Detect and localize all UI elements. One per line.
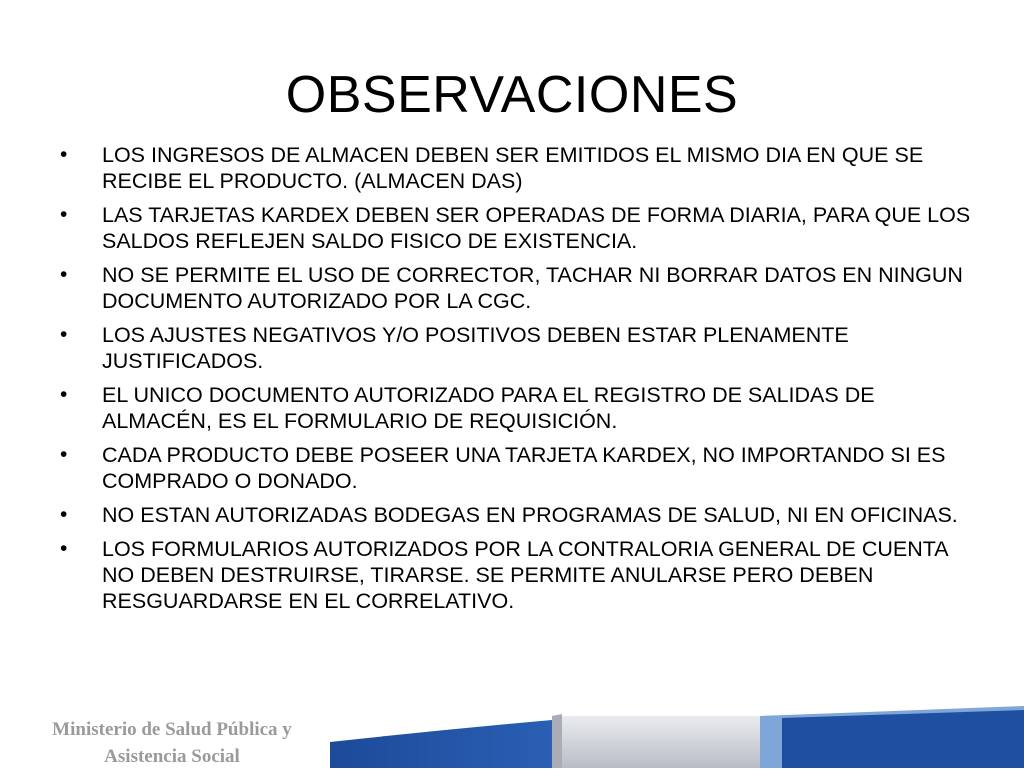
list-item xyxy=(60,262,972,314)
list-item xyxy=(60,536,972,614)
bullet-text: NO ESTAN AUTORIZADAS BODEGAS EN PROGRAMAS DE SALUD, NI EN OFICINAS. xyxy=(102,503,958,527)
bullet-text: LOS INGRESOS DE ALMACEN DEBEN SER EMITIDOS EL MISMO DIA EN QUE SE RECIBE EL PRODUCTO. (ALMACEN DAS) xyxy=(102,143,924,193)
bullet-text: CADA PRODUCTO DEBE POSEER UNA TARJETA KARDEX, NO IMPORTANDO SI ES COMPRADO O DONADO. xyxy=(102,443,946,493)
band-dark-blue-left xyxy=(330,720,552,768)
bullet-text: LAS TARJETAS KARDEX DEBEN SER OPERADAS DE FORMA DIARIA, PARA QUE LOS SALDOS REFLEJEN SALDO FISICO DE EXISTENCIA. xyxy=(102,203,971,253)
footer-ministry-name xyxy=(22,716,322,770)
bullet-icon: • xyxy=(60,263,68,286)
list-item xyxy=(60,142,972,194)
list-item xyxy=(60,322,972,374)
list-item xyxy=(60,442,972,494)
bullet-icon: • xyxy=(60,383,68,406)
decorative-band xyxy=(330,700,1024,768)
band-dark-blue-right xyxy=(782,710,1024,768)
bullet-text: NO SE PERMITE EL USO DE CORRECTOR, TACHAR NI BORRAR DATOS EN NINGUN DOCUMENTO AUTORIZADO POR LA CGC. xyxy=(102,263,963,313)
footer-line-2: Asistencia Social xyxy=(104,746,240,767)
band-gray-middle xyxy=(552,716,760,768)
bullet-text: EL UNICO DOCUMENTO AUTORIZADO PARA EL REGISTRO DE SALIDAS DE ALMACÉN, ES EL FORMULARIO DE REQUISICIÓN. xyxy=(102,383,875,433)
bullet-icon: • xyxy=(60,323,68,346)
footer-line-1: Ministerio de Salud Pública y xyxy=(52,719,292,740)
bullet-text: LOS AJUSTES NEGATIVOS Y/O POSITIVOS DEBEN ESTAR PLENAMENTE JUSTIFICADOS. xyxy=(102,323,849,373)
bullet-list xyxy=(60,142,972,622)
list-item xyxy=(60,382,972,434)
bullet-icon: • xyxy=(60,503,68,526)
bullet-icon: • xyxy=(60,203,68,226)
list-item xyxy=(60,502,972,528)
band-gray-edge xyxy=(552,714,562,768)
bullet-icon: • xyxy=(60,443,68,466)
bullet-text: LOS FORMULARIOS AUTORIZADOS POR LA CONTRALORIA GENERAL DE CUENTA NO DEBEN DESTRUIRSE, TIRARSE. SE PERMITE ANULARSE PERO DEBEN RESGUARDARSE EN EL CORRELATIVO. xyxy=(102,537,948,613)
list-item xyxy=(60,202,972,254)
bullet-icon: • xyxy=(60,537,68,560)
bullet-icon: • xyxy=(60,143,68,166)
slide-title: OBSERVACIONES xyxy=(285,66,739,124)
